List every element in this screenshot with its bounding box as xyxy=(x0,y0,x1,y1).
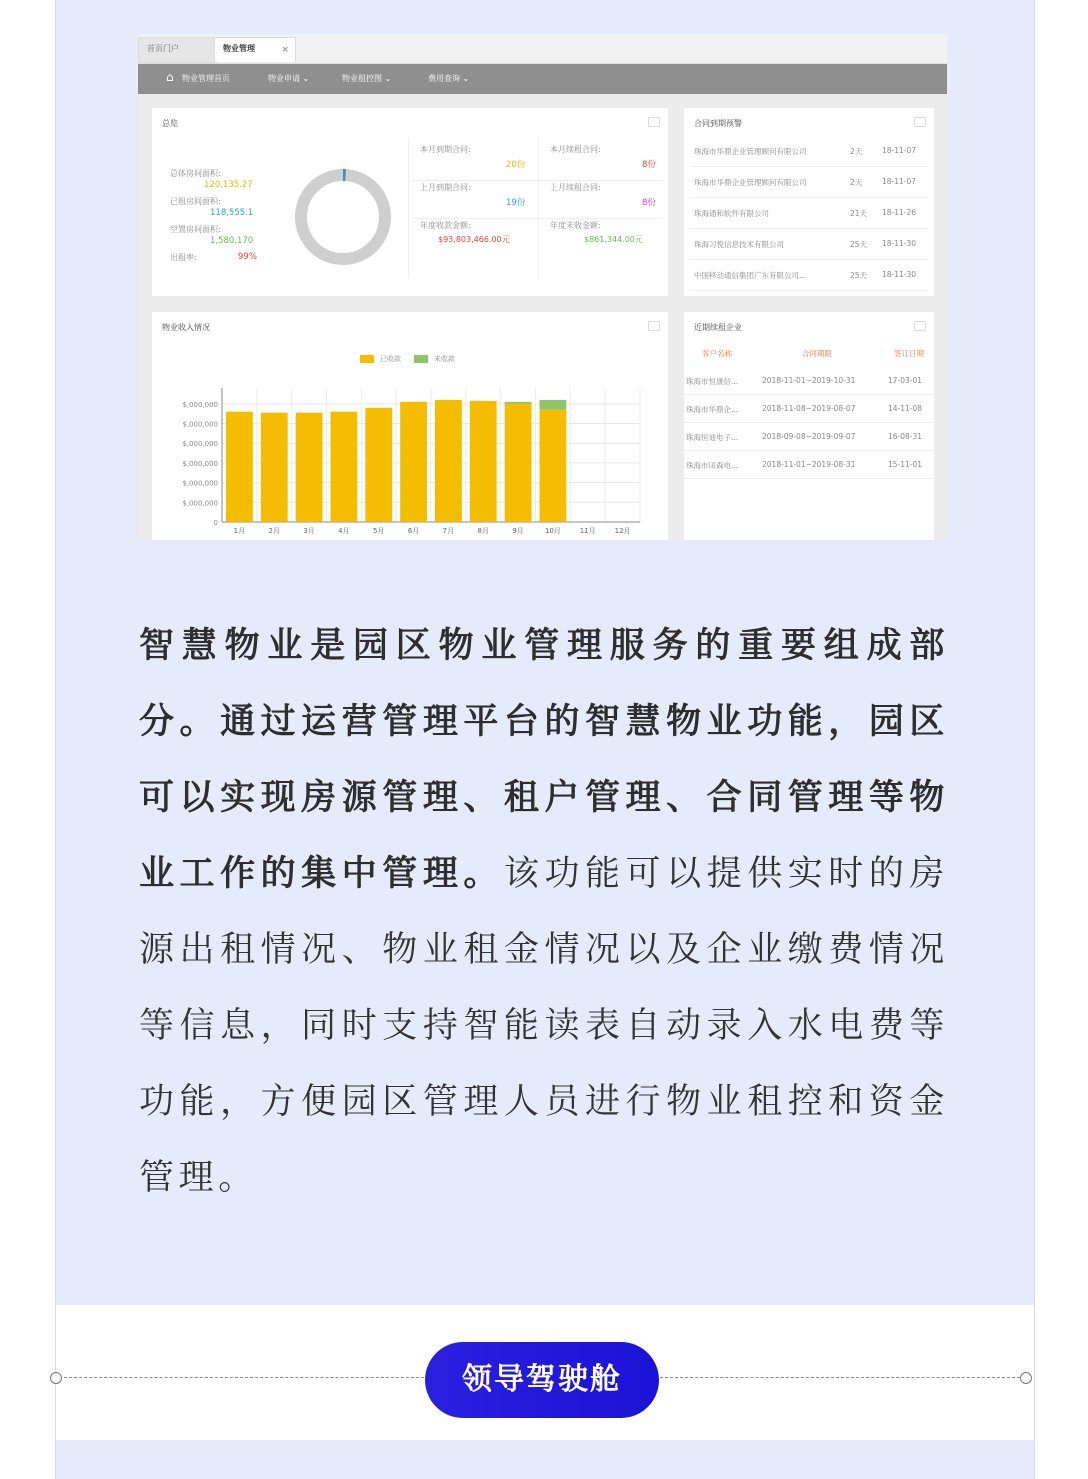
close-icon[interactable]: × xyxy=(281,45,289,55)
bar-已收款 xyxy=(226,412,253,522)
x-tick-label: 10月 xyxy=(544,527,561,535)
divider xyxy=(408,138,409,278)
overview-title: 总览 xyxy=(162,119,178,128)
renewal-name: 珠海恒迪电子... xyxy=(686,433,739,442)
column-header: 客户名称 xyxy=(702,349,732,358)
expand-icon[interactable] xyxy=(648,117,660,127)
x-tick-label: 1月 xyxy=(233,527,246,535)
donut-ring xyxy=(301,175,385,259)
row-divider xyxy=(684,422,934,423)
alert-date: 18-11-07 xyxy=(882,146,917,155)
tab-label: 首页门户 xyxy=(147,44,179,53)
bar-已收款 xyxy=(540,410,567,522)
grid-value: 8份 xyxy=(642,198,656,208)
stat-value: 118,555.1 xyxy=(210,208,254,218)
renewal-period: 2018-11-08~2019-08-07 xyxy=(762,404,856,413)
alert-date: 18-11-30 xyxy=(882,239,917,248)
stat-value: 99% xyxy=(238,252,257,262)
income-title: 物业收入情况 xyxy=(162,323,210,332)
tab-bar xyxy=(138,34,947,64)
bar-已收款 xyxy=(261,413,288,522)
alert-days: 25天 xyxy=(850,271,868,280)
renewal-name: 珠海市田森电... xyxy=(686,461,739,470)
alert-company: 珠海习悦信息技术有限公司 xyxy=(694,240,784,249)
x-tick-label: 9月 xyxy=(512,527,524,535)
row-divider xyxy=(690,259,928,260)
income-card xyxy=(152,312,668,540)
alert-days: 2天 xyxy=(850,178,863,187)
divider-dot-left xyxy=(50,1372,62,1384)
renewal-date: 17-03-01 xyxy=(888,376,923,385)
contract-alert-card xyxy=(684,108,934,296)
description-paragraph xyxy=(139,608,949,1216)
grid-label: 本月到期合同: xyxy=(420,145,471,154)
occupancy-donut xyxy=(292,166,394,268)
alert-days: 25天 xyxy=(850,240,868,249)
bar-已收款 xyxy=(400,402,427,522)
dashed-divider-left xyxy=(64,1377,424,1378)
alert-date: 18-11-30 xyxy=(882,270,917,279)
description-normal: 该功能可以提供实时的房源出租情况、物业租金情况以及企业缴费情况等信息，同时支持智能读表自动录入水电费等功能，方便园区管理人员进行物业租控和资金管理。 xyxy=(139,854,949,1198)
income-bar-chart xyxy=(152,312,668,540)
grid-label: 上月续租合同: xyxy=(550,183,601,192)
nav-item-apply[interactable]: 物业申请 ⌄ xyxy=(268,74,310,83)
y-tick-label: $,000,000 xyxy=(182,440,218,449)
dashed-divider-right xyxy=(660,1377,1020,1378)
renewal-period: 2018-09-08~2019-09-07 xyxy=(762,432,856,441)
property-dashboard-screenshot xyxy=(138,34,947,540)
alert-company: 珠海通和软件有限公司 xyxy=(694,209,769,218)
stat-value: 1,580.170 xyxy=(210,236,254,246)
stat-label: 已租房间面积: xyxy=(170,197,221,206)
y-tick-label: $,000,000 xyxy=(182,499,218,508)
x-tick-label: 4月 xyxy=(338,527,350,535)
list-icon[interactable] xyxy=(914,117,926,127)
y-tick-label: $,000,000 xyxy=(182,479,218,488)
y-tick-label: $,000,000 xyxy=(182,459,218,468)
alert-date: 18-11-07 xyxy=(882,177,917,186)
grid-value: 20份 xyxy=(506,160,526,170)
column-header: 签订日期 xyxy=(894,349,924,358)
overview-card xyxy=(152,108,668,296)
renewal-date: 15-11-01 xyxy=(888,460,923,469)
tab-home-portal[interactable] xyxy=(138,37,218,63)
grid-label: 年度收款金额: xyxy=(420,221,471,230)
grid-label: 年度未收金额: xyxy=(550,221,601,230)
stat-label: 空置房间面积: xyxy=(170,225,221,234)
renewal-card xyxy=(684,312,934,540)
row-divider xyxy=(690,228,928,229)
grid-value: $93,803,466.00元 xyxy=(438,235,510,244)
bar-已收款 xyxy=(331,412,358,522)
x-tick-label: 2月 xyxy=(268,527,280,535)
tab-property-management[interactable] xyxy=(214,37,296,62)
tab-label: 物业管理 xyxy=(223,44,255,53)
alert-days: 21天 xyxy=(850,209,868,218)
alert-date: 18-11-26 xyxy=(882,208,917,217)
next-panel xyxy=(56,1440,1034,1479)
divider xyxy=(412,180,662,181)
grid-value: 8份 xyxy=(642,160,656,170)
legend-received: 已收款 xyxy=(380,355,401,363)
divider xyxy=(538,138,539,278)
alert-days: 2天 xyxy=(850,147,863,156)
alert-company: 珠海市华鼎企业管理顾问有限公司 xyxy=(694,178,807,187)
renewal-period: 2018-11-01~2019-08-31 xyxy=(762,460,856,469)
nav-item-fee-query[interactable]: 费用查询 ⌄ xyxy=(428,74,470,83)
bar-未收款 xyxy=(505,402,532,404)
grid-label: 本月续租合同: xyxy=(550,145,601,154)
nav-item-home[interactable]: 物业管理首页 xyxy=(182,74,230,83)
divider-dot-right xyxy=(1020,1372,1032,1384)
column-header: 合同期限 xyxy=(802,349,832,358)
alert-company: 珠海市华鼎企业管理顾问有限公司 xyxy=(694,147,807,156)
bar-已收款 xyxy=(296,413,323,522)
x-tick-label: 8月 xyxy=(477,527,489,535)
stat-label: 总体房间面积: xyxy=(170,169,221,178)
renewal-title: 近期续租企业 xyxy=(694,323,742,332)
nav-bar xyxy=(138,64,947,94)
row-divider xyxy=(684,394,934,395)
x-tick-label: 5月 xyxy=(373,527,385,535)
grid-value: $861,344.00元 xyxy=(584,235,643,244)
contract-alert-title: 合同到期预警 xyxy=(694,119,742,128)
leader-cockpit-button[interactable]: 领导驾驶舱 xyxy=(425,1342,659,1418)
row-divider xyxy=(684,450,934,451)
frame-right-border xyxy=(1034,0,1035,1479)
nav-item-rent-map[interactable]: 物业租控图 ⌄ xyxy=(342,74,392,83)
x-tick-label: 12月 xyxy=(614,527,631,535)
grid-value: 19份 xyxy=(506,198,526,208)
expand-icon[interactable] xyxy=(914,321,926,331)
grid-label: 上月到期合同: xyxy=(420,183,471,192)
description-bold: 智慧物业是园区物业管理服务的重要组成部分。通过运营管理平台的智慧物业功能，园区可以实现房源管理、租户管理、合同管理等物业工作的集中管理。 xyxy=(139,626,949,894)
row-divider xyxy=(684,478,934,479)
stat-value: 120,135.27 xyxy=(204,180,253,190)
row-divider xyxy=(690,166,928,167)
bar-已收款 xyxy=(435,400,462,522)
x-tick-label: 6月 xyxy=(407,527,420,535)
x-tick-label: 3月 xyxy=(303,527,315,535)
y-tick-label: $,000,000 xyxy=(182,400,218,409)
renewal-period: 2018-11-01~2019-10-31 xyxy=(762,376,856,385)
renewal-name: 珠海市恒康信... xyxy=(686,377,739,386)
bar-已收款 xyxy=(505,404,532,522)
y-tick-label: 0 xyxy=(213,519,218,527)
legend-unreceived: 未收款 xyxy=(434,355,455,363)
x-tick-label: 11月 xyxy=(579,527,596,535)
renewal-date: 16-08-31 xyxy=(888,432,923,441)
row-divider xyxy=(690,197,928,198)
renewal-date: 14-11-08 xyxy=(888,404,923,413)
alert-company: 中国移动通信集团广东有限公司... xyxy=(694,271,807,280)
y-tick-label: $,000,000 xyxy=(182,420,218,429)
bar-已收款 xyxy=(470,401,497,522)
row-divider xyxy=(690,290,928,291)
bar-未收款 xyxy=(540,400,567,410)
home-icon[interactable]: ⌂ xyxy=(166,70,174,84)
divider xyxy=(412,218,662,219)
renewal-name: 珠海市华鼎企... xyxy=(686,405,739,414)
x-tick-label: 7月 xyxy=(442,527,455,535)
stat-label: 出租率: xyxy=(170,253,197,262)
bar-已收款 xyxy=(365,408,392,522)
